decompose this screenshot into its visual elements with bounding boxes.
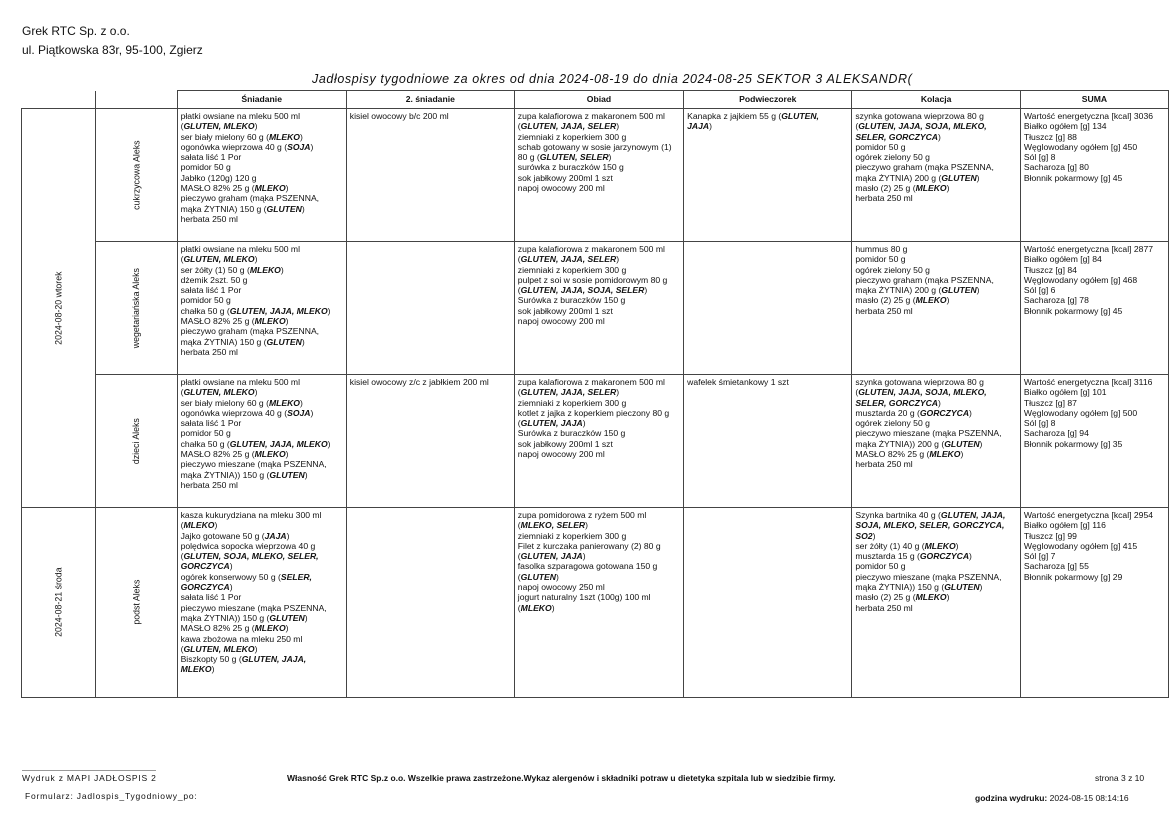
menu-item-line: musztarda 20 g (GORCZYCA) [855,407,972,418]
meal-cell-breakfast [177,242,346,375]
allergen-text: MLEKO [249,264,281,275]
meal-cell-afternoon-snack [684,242,852,375]
allergen-text: MLEKO [254,183,286,194]
table-row [22,109,1169,242]
menu-item-line: GORCZYCA) [180,582,233,593]
menu-item-line: kasza kukurydziana na mleku 300 ml [180,510,322,520]
allergen-text: SELER, [280,571,312,582]
diet-label: dzieci Aleks [131,418,142,464]
date-cell [22,508,96,698]
allergen-text: GLUTEN, JAJA, [241,654,307,665]
allergen-text: GLUTEN, JAJA, SOJA, MLEKO, [858,121,987,132]
menu-item-line: wafelek śmietankowy 1 szt [687,377,789,387]
nutrition-line: Sacharoza [g] 80 [1023,162,1089,173]
menu-item-line: ogórek zielony 50 g [855,418,930,429]
menu-item-line: hummus 80 g [855,244,908,254]
allergen-text: GLUTEN [944,582,980,593]
menu-item-line: 80 g (GLUTEN, SELER) [517,152,612,163]
menu-item-line: ziemniaki z koperkiem 300 g [517,530,627,541]
meal-cell-dinner [852,242,1021,375]
menu-item-line: pomidor 50 g [855,561,906,572]
menu-item-line: dżemik 2szt. 50 g [180,274,248,285]
column-header-afternoon-snack: Podwieczorek [684,91,852,109]
allergen-text: JAJA [687,121,710,132]
menu-item-line: mąka ŻYTNIA) 150 g (GLUTEN) [180,336,305,347]
column-header-lunch: Obiad [514,91,683,109]
menu-item-line: szynka gotowana wieprzowa 80 g [855,377,984,387]
meal-cell-breakfast [177,109,346,242]
menu-item-line: mąka ŻYTNIA) 200 g (GLUTEN) [855,172,980,183]
meal-cell-afternoon-snack [684,109,852,242]
menu-item-line: masło (2) 25 g (MLEKO) [855,592,950,603]
menu-item-line: MLEKO) [180,664,215,675]
print-time-value: 2024-08-15 08:14:16 [1049,793,1129,803]
menu-item-line: pieczywo graham (mąka PSZENNA, [180,193,320,204]
allergen-text: MLEKO [929,449,961,460]
menu-item-line: ogórek zielony 50 g [855,264,930,275]
allergen-text: GLUTEN, JAJA, [940,510,1006,520]
meal-cell-breakfast [177,508,346,698]
menu-item-line: surówka z buraczków 150 g [517,162,624,173]
menu-item-line: Szynka bartnika 40 g (GLUTEN, JAJA, [855,510,1006,520]
menu-item-line: sałata liść 1 Por [180,592,242,603]
allergen-text: GLUTEN, MLEKO [183,254,255,265]
menu-item-line: mąka ŻYTNIA)) 150 g (GLUTEN) [180,612,308,623]
page-number: strona 3 z 10 [1095,773,1145,783]
nutrition-line: Węglowodany ogółem [g] 415 [1023,540,1138,551]
footer-divider [22,770,156,771]
corner-cell [22,91,96,109]
allergen-text: GLUTEN, JAJA, SELER [520,121,617,132]
menu-item-line: SELER, GORCZYCA) [855,397,941,408]
menu-item-line: ogórek zielony 50 g [855,152,930,163]
date-label: 2024-08-20 wtorek [53,271,64,345]
menu-item-line: chałka 50 g (GLUTEN, JAJA, MLEKO) [180,438,331,449]
menu-item-line: sałata liść 1 Por [180,418,242,429]
allergen-text: GLUTEN [520,571,556,582]
allergen-text: GLUTEN [269,469,305,480]
diet-label: cukrzycowa Aleks [131,140,142,210]
allergen-text: SELER, GORCZYCA [855,131,938,142]
diet-cell [96,109,177,242]
menu-item-line: kisiel owocowy b/c 200 ml [349,111,449,121]
menu-item-line: kisiel owocowy z/c z jabłkiem 200 ml [349,377,489,387]
allergen-text: MLEKO [915,592,947,603]
menu-item-line: płatki owsiane na mleku 500 ml [180,244,300,254]
allergen-text: GLUTEN, JAJA, SOJA, SELER [520,285,645,296]
menu-item-line: masło (2) 25 g (MLEKO) [855,183,950,194]
allergen-text: GLUTEN, JAJA, SELER [520,387,617,398]
nutrition-line: Wartość energetyczna [kcal] 2877 [1023,244,1154,254]
meal-cell-total [1020,375,1168,508]
meal-cell-total [1020,242,1168,375]
menu-item-line: (MLEKO) [180,520,218,531]
menu-item-line: herbata 250 ml [855,602,913,613]
allergen-text: MLEKO [268,397,300,408]
meal-cell-afternoon-snack [684,508,852,698]
menu-item-line: ser żółty (1) 40 g (MLEKO) [855,540,959,551]
page-title: Jadłospisy tygodniowe za okres od dnia 2024-08-19 do dnia 2024-08-25 SEKTOR 3 ALEKSANDR( [312,72,913,86]
menu-item-line: ziemniaki z koperkiem 300 g [517,131,627,142]
nutrition-line: Sól [g] 8 [1023,152,1056,163]
allergen-text: GORCZYCA [180,582,230,593]
menu-item-line: (GLUTEN, JAJA) [517,418,586,429]
menu-item-line: pieczywo graham (mąka PSZENNA, [855,162,994,173]
column-header-total: SUMA [1020,91,1168,109]
menu-item-line: napoj owocowy 200 ml [517,449,605,460]
menu-item-line: zupa pomidorowa z ryżem 500 ml [517,510,647,520]
nutrition-line: Wartość energetyczna [kcal] 2954 [1023,510,1154,520]
meal-cell-second-breakfast [346,109,514,242]
menu-table [21,90,1169,698]
menu-item-line: pomidor 50 g [180,162,231,173]
allergen-text: MLEKO [915,295,947,306]
menu-item-line: ser żółty (1) 50 g (MLEKO) [180,264,284,275]
nutrition-line: Błonnik pokarmowy [g] 29 [1023,571,1123,582]
menu-item-line: (GLUTEN, JAJA, SOJA, MLEKO, [855,121,987,132]
nutrition-line: Węglowodany ogółem [g] 468 [1023,274,1138,285]
date-label: 2024-08-21 środa [53,567,64,638]
menu-item-line: Surówka z buraczków 150 g [517,428,626,439]
nutrition-line: Tłuszcz [g] 99 [1023,530,1077,541]
allergen-text: JAJA [264,530,287,541]
menu-item-line: sok jabłkowy 200ml 1 szt [517,305,613,316]
allergen-text: MLEKO [268,131,300,142]
company-address: ul. Piątkowska 83r, 95-100, Zgierz [22,43,203,57]
nutrition-line: Węglowodany ogółem [g] 450 [1023,141,1138,152]
menu-item-line: polędwica sopocka wieprzowa 40 g [180,540,316,551]
menu-item-line: Filet z kurczaka panierowany (2) 80 g [517,540,661,551]
table-row [22,242,1169,375]
allergen-text: MLEKO [180,664,212,675]
menu-item-line: Kanapka z jajkiem 55 g (GLUTEN, [687,111,819,121]
allergen-text: GLUTEN, JAJA, MLEKO [229,305,328,316]
menu-item-line: napoj owocowy 250 ml [517,582,605,593]
meal-cell-second-breakfast [346,242,514,375]
menu-item-line: (GLUTEN, JAJA, SELER) [517,254,620,265]
menu-item-line: masło (2) 25 g (MLEKO) [855,295,950,306]
menu-item-line: pulpet z soi w sosie pomidorowym 80 g [517,274,668,285]
footer-form-name: Formularz: Jadlospis_Tygodniowy_po: [25,791,198,801]
footer-notice: Własność Grek RTC Sp.z o.o. Wszelkie prawa zastrzeżone.Wykaz alergenów i składniki potraw u dietetyka szpitala lub w siedzibie firmy. [287,773,836,783]
menu-item-line: zupa kalafiorowa z makaronem 500 ml [517,244,665,254]
meal-cell-dinner [852,508,1021,698]
menu-item-line: herbata 250 ml [855,193,913,204]
menu-item-line: kotlet z jajka z koperkiem pieczony 80 g [517,407,670,418]
nutrition-line: Wartość energetyczna [kcal] 3036 [1023,111,1154,121]
menu-item-line: SELER, GORCZYCA) [855,131,941,142]
menu-item-line: schab gotowany w sosie jarzynowym (1) [517,141,672,152]
menu-item-line: kawa zbożowa na mleku 250 ml [180,633,303,644]
allergen-text: GLUTEN [269,612,305,623]
nutrition-line: Sacharoza [g] 78 [1023,295,1089,306]
allergen-text: MLEKO, SELER [520,520,586,531]
diet-cell [96,375,177,508]
menu-item-line: pomidor 50 g [855,254,906,265]
nutrition-line: Błonnik pokarmowy [g] 35 [1023,438,1123,449]
menu-item-line: herbata 250 ml [180,346,238,357]
menu-item-line [855,520,1017,530]
corner-cell [96,91,177,109]
menu-item-line: MASŁO 82% 25 g (MLEKO) [180,183,289,194]
allergen-text: GLUTEN, SOJA, MLEKO, SELER, [183,551,319,562]
allergen-text: GLUTEN [266,203,302,214]
allergen-text: MLEKO [254,449,286,460]
menu-item-line: ogonówka wieprzowa 40 g (SOJA) [180,407,314,418]
menu-item-line: sałata liść 1 Por [180,285,242,296]
allergen-text: SOJA [287,407,311,418]
menu-item-line: Jajko gotowane 50 g (JAJA) [180,530,290,541]
nutrition-line: Błonnik pokarmowy [g] 45 [1023,305,1123,316]
meal-cell-breakfast [177,375,346,508]
menu-item-line: sałata liść 1 Por [180,152,242,163]
menu-item-line: herbata 250 ml [855,305,913,316]
allergen-text: GLUTEN, MLEKO [183,643,255,654]
allergen-text: GLUTEN, MLEKO [183,387,255,398]
meal-cell-second-breakfast [346,508,514,698]
allergen-text: GLUTEN [941,172,977,183]
menu-item-line: MASŁO 82% 25 g (MLEKO) [855,449,964,460]
meal-cell-second-breakfast [346,375,514,508]
menu-item-line: sok jabłkowy 200ml 1 szt [517,438,613,449]
menu-item-line: (GLUTEN, SOJA, MLEKO, SELER, [180,551,319,562]
menu-item-line: herbata 250 ml [180,479,238,490]
menu-item-line: (GLUTEN, JAJA, SELER) [517,121,620,132]
menu-item-line: (GLUTEN, JAJA, SOJA, MLEKO, [855,387,987,398]
menu-item-line: pieczywo mieszane (mąka PSZENNA, [180,602,327,613]
menu-item-line: pieczywo graham (mąka PSZENNA, [855,274,994,285]
menu-item-line: napoj owocowy 200 ml [517,316,605,327]
diet-cell [96,508,177,698]
meal-cell-dinner [852,375,1021,508]
menu-item-line: ser biały mielony 60 g (MLEKO) [180,397,303,408]
allergen-text: GLUTEN [941,285,977,296]
meal-cell-total [1020,508,1168,698]
allergen-text: MLEKO [183,520,215,531]
menu-item-line: SO2) [855,530,876,541]
allergen-text: SELER, GORCZYCA [855,397,938,408]
menu-item-line: płatki owsiane na mleku 500 ml [180,111,300,121]
menu-item-line: ogonówka wieprzowa 40 g (SOJA) [180,141,314,152]
nutrition-line: Tłuszcz [g] 84 [1023,264,1077,275]
meal-cell-dinner [852,109,1021,242]
allergen-text: GORCZYCA [180,561,230,572]
menu-item-line: pomidor 50 g [855,141,906,152]
nutrition-line: Białko ogółem [g] 116 [1023,520,1106,531]
diet-label: podst Aleks [131,579,142,625]
allergen-text: GLUTEN, MLEKO [183,121,255,132]
menu-item-line: szynka gotowana wieprzowa 80 g [855,111,984,121]
column-header-second-breakfast: 2. śniadanie [346,91,514,109]
menu-item-line: pieczywo graham (mąka PSZENNA, [180,326,320,337]
date-cell [22,109,96,508]
menu-item-line: zupa kalafiorowa z makaronem 500 ml [517,377,665,387]
menu-item-line: (GLUTEN, MLEKO) [180,121,258,132]
nutrition-line: Białko ogółem [g] 134 [1023,121,1107,132]
allergen-text: GLUTEN, JAJA [520,551,583,562]
nutrition-line: Białko ogółem [g] 101 [1023,387,1107,398]
menu-item-line: jogurt naturalny 1szt (100g) 100 ml [517,592,651,603]
nutrition-line: Białko ogółem [g] 84 [1023,254,1102,265]
menu-item-line: Surówka z buraczków 150 g [517,295,626,306]
menu-item-line: mąka ŻYTNIA)) 200 g (GLUTEN) [855,438,983,449]
nutrition-line: Wartość energetyczna [kcal] 3116 [1023,377,1153,387]
nutrition-line: Tłuszcz [g] 88 [1023,131,1077,142]
menu-item-line: MASŁO 82% 25 g (MLEKO) [180,449,289,460]
column-header-dinner: Kolacja [852,91,1021,109]
allergen-text: GLUTEN [266,336,302,347]
print-time [975,793,1129,803]
meal-cell-lunch [514,242,683,375]
allergen-text: MLEKO [520,602,552,613]
allergen-text: GLUTEN, JAJA, SOJA, MLEKO, [858,387,987,398]
allergen-text: GLUTEN [944,438,980,449]
menu-item-line: herbata 250 ml [180,213,238,224]
allergen-text: GORCZYCA [919,551,970,562]
meal-cell-lunch [514,375,683,508]
nutrition-line: Sól [g] 7 [1023,551,1056,562]
menu-item-line: (GLUTEN, JAJA) [517,551,586,562]
meal-cell-lunch [514,109,683,242]
meal-cell-afternoon-snack [684,375,852,508]
menu-item-line: płatki owsiane na mleku 500 ml [180,377,300,387]
menu-item-line: pieczywo mieszane (mąka PSZENNA, [855,428,1002,439]
diet-label: wegetariańska Aleks [131,267,142,349]
nutrition-line: Błonnik pokarmowy [g] 45 [1023,172,1123,183]
menu-item-line: napoj owocowy 200 ml [517,183,605,194]
menu-item-line: fasolka szparagowa gotowana 150 g [517,561,658,572]
nutrition-line: Sól [g] 6 [1023,285,1056,296]
nutrition-line: Sacharoza [g] 55 [1023,561,1089,572]
allergen-text: MLEKO [924,540,956,551]
allergen-text: MLEKO [254,623,286,634]
menu-item-line: GORCZYCA) [180,561,233,572]
menu-item-line: pomidor 50 g [180,428,231,439]
menu-item-line: sok jabłkowy 200ml 1 szt [517,172,613,183]
allergen-text: SO2 [855,530,873,541]
menu-item-line: (MLEKO, SELER) [517,520,589,531]
allergen-text: GLUTEN, [781,111,819,121]
menu-item-line: ziemniaki z koperkiem 300 g [517,264,627,275]
allergen-text: MLEKO [915,183,947,194]
menu-item-line: (GLUTEN, JAJA, SELER) [517,387,620,398]
nutrition-line: Tłuszcz [g] 87 [1023,397,1077,408]
meal-cell-total [1020,109,1168,242]
menu-item-line: pieczywo mieszane (mąka PSZENNA, [180,459,327,470]
menu-item-line: (GLUTEN, MLEKO) [180,643,258,654]
table-row [22,508,1169,698]
meal-cell-lunch [514,508,683,698]
menu-item-line: chałka 50 g (GLUTEN, JAJA, MLEKO) [180,305,331,316]
allergen-text: GORCZYCA [919,407,970,418]
company-name: Grek RTC Sp. z o.o. [22,24,130,38]
menu-item-line: pieczywo mieszane (mąka PSZENNA, [855,571,1002,582]
allergen-text: GLUTEN, JAJA, MLEKO [229,438,328,449]
allergen-text: SOJA [287,141,311,152]
allergen-text: MLEKO [254,316,286,327]
menu-item-line: (GLUTEN, MLEKO) [180,254,258,265]
menu-item-line: ser biały mielony 60 g (MLEKO) [180,131,303,142]
menu-item-line: Biszkopty 50 g (GLUTEN, JAJA, [180,654,307,665]
menu-item-line: musztarda 15 g (GORCZYCA) [855,551,972,562]
allergen-text: GLUTEN, JAJA [520,418,583,429]
menu-item-line: (GLUTEN) [517,571,559,582]
allergen-text: GLUTEN, SELER [539,152,609,163]
print-time-label: godzina wydruku: [975,793,1048,803]
header-row [22,91,1169,109]
menu-item-line: mąka ŻYTNIA) 150 g (GLUTEN) [180,203,305,214]
menu-item-line: mąka ŻYTNIA)) 150 g (GLUTEN) [180,469,308,480]
allergen-text: SOJA, MLEKO, SELER, GORCZYCA, [855,520,1005,531]
menu-item-line: MASŁO 82% 25 g (MLEKO) [180,316,289,327]
column-header-breakfast: Śniadanie [177,91,346,109]
menu-item-line: mąka ŻYTNIA)) 150 g (GLUTEN) [855,582,983,593]
menu-item-line: JAJA) [687,121,712,132]
menu-item-line: herbata 250 ml [855,459,913,470]
nutrition-line: Węglowodany ogółem [g] 500 [1023,407,1138,418]
footer-printed-from: Wydruk z MAPI JADŁOSPIS 2 [22,773,157,783]
menu-item-line: (GLUTEN, MLEKO) [180,387,258,398]
menu-item-line: pomidor 50 g [180,295,231,306]
menu-item-line: ziemniaki z koperkiem 300 g [517,397,627,408]
menu-item-line: Jabłko (120g) 120 g [180,172,257,183]
nutrition-line: Sacharoza [g] 94 [1023,428,1089,439]
menu-item-line: (MLEKO) [517,602,555,613]
table-row [22,375,1169,508]
diet-cell [96,242,177,375]
nutrition-line: Sól [g] 8 [1023,418,1056,429]
menu-item-line: mąka ŻYTNIA) 200 g (GLUTEN) [855,285,980,296]
menu-item-line: zupa kalafiorowa z makaronem 500 ml [517,111,665,121]
menu-item-line: ogórek konserwowy 50 g (SELER, [180,571,312,582]
menu-item-line: (GLUTEN, JAJA, SOJA, SELER) [517,285,648,296]
allergen-text: GLUTEN, JAJA, SELER [520,254,617,265]
menu-item-line: MASŁO 82% 25 g (MLEKO) [180,623,289,634]
